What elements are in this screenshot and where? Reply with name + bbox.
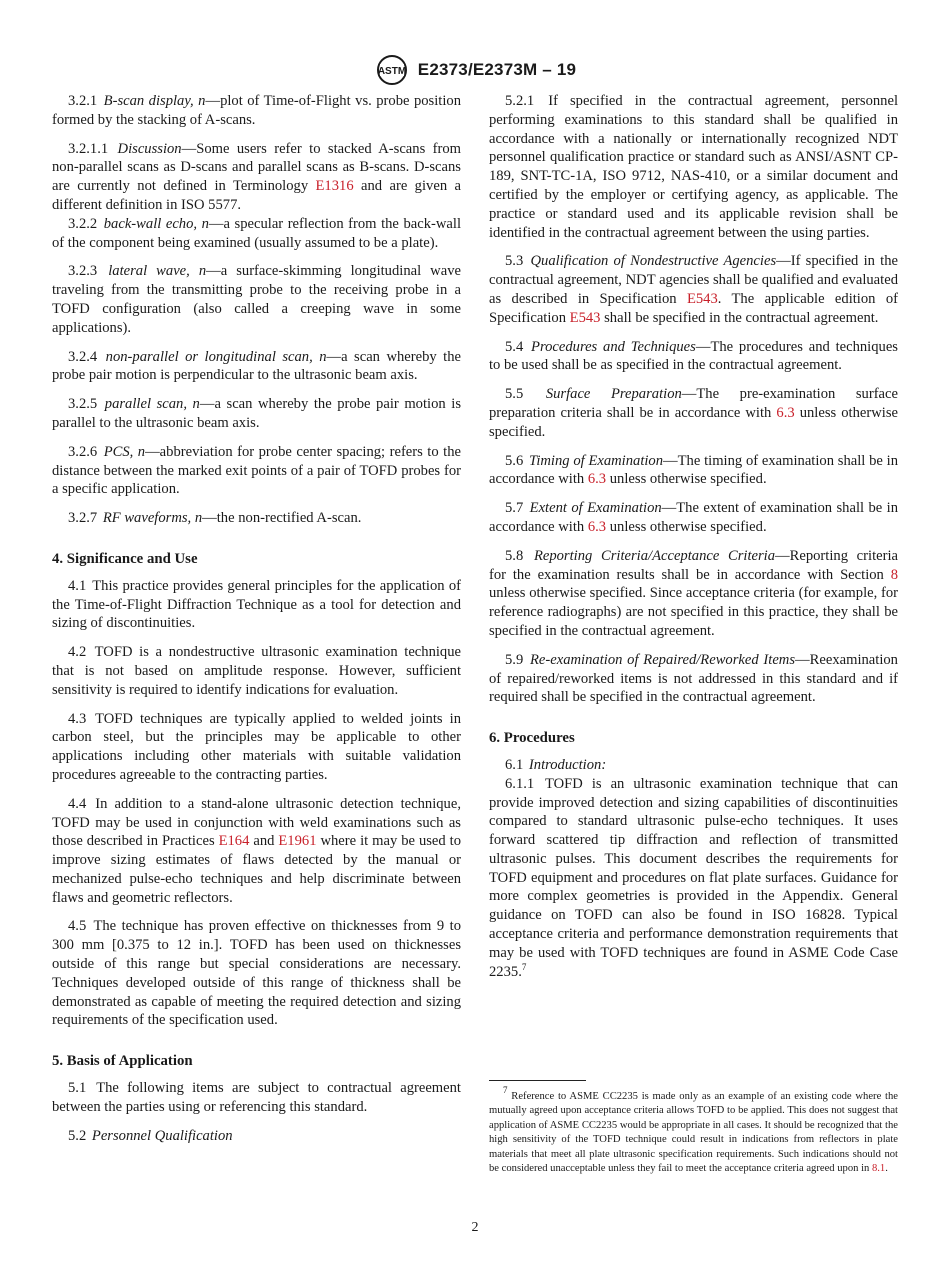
astm-logo-icon [374, 54, 410, 86]
paragraph-5-7: 5.7 Extent of Examination—The extent of examination shall be in accordance with 6.3 unless otherwise specified. [489, 500, 898, 535]
right-column [489, 92, 898, 987]
link-e1316[interactable]: E1316 [315, 178, 354, 195]
paragraph-4-5: 4.5 The technique has proven effective on thicknesses from 9 to 300 mm [0.375 to 12 in.]. TOFD has been used on thicknesses outside of this range but special considerations are necessary. Techniques developed outside of this range of thickness shall be demonstrated as capable of meeting the required detection and sizing requirements of the specification used. [52, 918, 461, 1029]
paragraph-5-5: 5.5 Surface Preparation—The pre-examination surface preparation criteria shall be in accordance with 6.3 unless otherwise specified. [489, 386, 898, 440]
logo-text: ASTM [377, 66, 406, 77]
paragraph-3-2-3: 3.2.3 lateral wave, n—a surface-skimming longitudinal wave traveling from the transmitting probe to the receiving probe in a TOFD configuration (also called a creeping wave in some applications). [52, 263, 461, 336]
paragraph-3-2-1-1: 3.2.1.1 Discussion—Some users refer to stacked A-scans from non-parallel scans as D-scans and parallel scans as B-scans. D-scans are currently not defined in Terminology E1316 and are given a different definition in ISO 5577. [52, 140, 462, 213]
paragraph-3-2-6: 3.2.6 PCS, n—abbreviation for probe center spacing; refers to the distance between the marked exit points of a pair of TOFD probes for a specific application. [52, 443, 461, 498]
paragraph-3-2-4: 3.2.4 non-parallel or longitudinal scan, n—a scan whereby the probe pair motion is perpendicular to the ultrasonic beam axis. [52, 348, 461, 384]
paragraph-5-1: 5.1 The following items are subject to contractual agreement between the parties using or referencing this standard. [52, 1080, 461, 1115]
paragraph-6-1-1: 6.1.1 TOFD is an ultrasonic examination technique that can provide improved detection and sizing capabilities of discontinuities compared to standard ultrasonic pulse-echo techniques. It uses forward scattered tip diffraction and reflection of transmitted ultrasonic pulses. This document describes the requirements for TOFD equipment and procedures on flat plate surfaces. Guidance for more complex geometries is provided in the Appendix. General guidance on TOFD can also be found in ISO 16828. Typical acceptance criteria and performance demonstration requirements that may be used with TOFD techniques are found in ASME Code Case 2235.$^7$ [489, 775, 898, 980]
paragraph-5-6: 5.6 Timing of Examination—The timing of examination shall be in accordance with 6.3 unless otherwise specified. [489, 452, 898, 488]
link-6-3[interactable]: 6.3 [776, 404, 795, 421]
section-6-heading: 6. Procedures [489, 730, 575, 747]
paragraph-5-8: 5.8 Reporting Criteria/Acceptance Criteria—Reporting criteria for the examination results shall be in accordance with Section 8 unless otherwise specified. Since acceptance criteria (for example, for reference radiographs) are not specified in this practice, they shall be specified in the contractual agreement. [489, 547, 898, 639]
link-6-3-extent[interactable]: 6.3 [587, 518, 607, 535]
paragraph-5-9: 5.9 Re-examination of Repaired/Reworked Items—Reexamination of repaired/reworked items is not addressed in this standard and if required shall be specified in the contractual agreement. [489, 651, 898, 706]
section-4-heading: 4. Significance and Use [52, 550, 198, 567]
paragraph-4-4: 4.4 In addition to a stand-alone ultrasonic detection technique, TOFD may be used in conjunction with weld examinations such as those described in Practices E164 and E1961 where it may be used to improve sizing estimates of flaws detected by the manual or mechanized pulse-echo techniques and help discriminate between flaws and geometric reflectors. [52, 795, 462, 906]
footnote-divider [489, 1080, 586, 1081]
footnote: $^7$ Reference to ASME CC2235 is made only as an example of an existing code where the mutually agreed upon acceptance criteria allows TOFD to be applied. This does not suggest that application of ASME CC2235 would be appropriate in all cases. It should be recognized that the high sensitivity of the TOFD technique could result in indications from reflectors in plate materials that meet all plate ultrasonic specification requirements. Such indications should not be considered unacceptable unless they fail to meet the acceptance criteria agreed upon in 8.1. [489, 1085, 898, 1175]
link-6-3-timing[interactable]: 6.3 [587, 471, 607, 488]
paragraph-3-2-1: 3.2.1 B-scan display, n—plot of Time-of-Flight vs. probe position formed by the stacking of A-scans. [52, 93, 461, 128]
paragraph-6-1: 6.1 Introduction: [505, 756, 607, 773]
paragraph-5-2: 5.2 Personnel Qualification [68, 1127, 233, 1144]
paragraph-3-2-7: 3.2.7 RF waveforms, n—the non-rectified A-scan. [68, 510, 362, 527]
footnote-marker: 7 [503, 1085, 508, 1095]
paragraph-4-2: 4.2 TOFD is a nondestructive ultrasonic examination technique that is not based on amplitude response. However, sufficient sensitivity is required to identify indications for evaluation. [52, 644, 461, 698]
paragraph-3-2-2: 3.2.2 back-wall echo, n—a specular reflection from the back-wall of the component being examined (usually assumed to be a plate). [52, 215, 462, 251]
paragraph-4-3: 4.3 TOFD techniques are typically applied to welded joints in carbon steel, but the principles may be applicable to other applications including other materials with suitable validation procedures agreeable to the contracting parties. [52, 710, 461, 783]
link-e543[interactable]: E543 [686, 290, 718, 307]
page-header [0, 52, 950, 88]
link-e164[interactable]: E164 [218, 833, 250, 850]
paragraph-5-2-1: 5.2.1 If specified in the contractual agreement, personnel performing examinations to this standard shall be qualified in accordance with a nationally or internationally recognized NDT personnel qualification practice or standard such as ANSI/ASNT CP-189, SNT-TC-1A, ISO 9712, NAS-410, or a similar document and certified by the employer or certifying agency, as applicable. The practice or standard used and its applicable revision shall be identified in the contractual agreement between the using parties. [489, 93, 898, 241]
paragraph-4-1: 4.1 This practice provides general principles for the application of the Time-of-Flight Diffraction Technique as a tool for detection and sizing of discontinuities. [52, 577, 461, 632]
footnote-reference[interactable]: 7 [521, 961, 527, 972]
link-e1961[interactable]: E1961 [278, 833, 317, 850]
link-section-8[interactable]: 8 [890, 566, 898, 583]
standard-designation: E2373/E2373M – 19 [417, 60, 577, 79]
page-number: 2 [471, 1220, 479, 1235]
link-e543-second[interactable]: E543 [569, 309, 601, 326]
paragraph-3-2-5: 3.2.5 parallel scan, n—a scan whereby the probe pair motion is parallel to the ultrasonic beam axis. [52, 396, 461, 431]
section-5-heading: 5. Basis of Application [52, 1053, 193, 1070]
left-column [52, 92, 461, 1151]
paragraph-5-4: 5.4 Procedures and Techniques—The procedures and techniques to be used shall be as specified in the contractual agreement. [489, 338, 898, 374]
paragraph-5-3: 5.3 Qualification of Nondestructive Agencies—If specified in the contractual agreement, NDT agencies shall be qualified and evaluated as described in Specification E543. The applicable edition of Specification E543 shall be specified in the contractual agreement. [489, 253, 898, 326]
link-8-1[interactable]: 8.1 [871, 1163, 886, 1175]
